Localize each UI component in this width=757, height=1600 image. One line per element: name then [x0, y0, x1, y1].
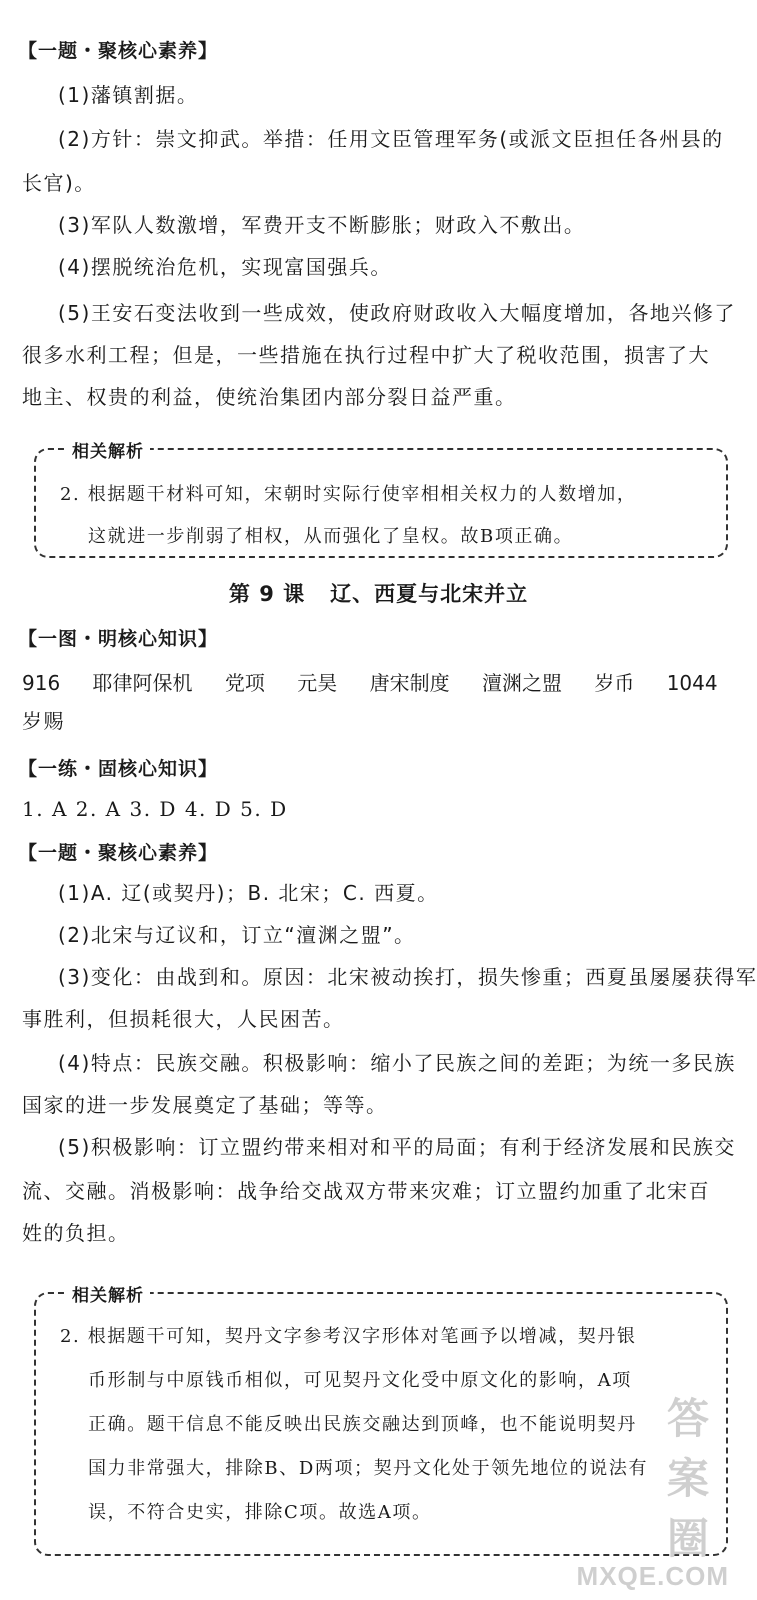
answer-line: (5)积极影响：订立盟约带来相对和平的局面；有利于经济发展和民族交 [58, 1135, 736, 1159]
key-term: 耶律阿保机 [92, 671, 193, 695]
section-heading-2: 【一图・明核心知识】 [18, 628, 219, 650]
analysis-line: 误，不符合史实，排除C项。故选A项。 [88, 1502, 432, 1523]
key-term: 1044 [666, 671, 718, 695]
analysis-box-title: 相关解析 [66, 437, 150, 462]
answer-line: (2)方针：崇文抑武。举措：任用文臣管理军务(或派文臣担任各州县的 [58, 127, 724, 151]
answer-line: (3)军队人数激增，军费开支不断膨胀；财政入不敷出。 [58, 213, 586, 237]
lesson-title: 第 9 课 辽、西夏与北宋并立 [228, 582, 529, 606]
key-term: 党项 [224, 671, 265, 695]
analysis-line: 这就进一步削弱了相权，从而强化了皇权。故B项正确。 [88, 526, 574, 547]
analysis-line: 国力非常强大，排除B、D两项；契丹文化处于领先地位的说法有 [88, 1458, 649, 1479]
key-term: 岁币 [594, 671, 635, 695]
answer-line: (3)变化：由战到和。原因：北宋被动挨打，损失惨重；西夏虽屡屡获得军 [58, 965, 757, 989]
answer-line: (2)北宋与辽议和，订立“澶渊之盟”。 [58, 923, 416, 947]
watermark-domain: MXQE.COM [576, 1561, 729, 1591]
key-term: 唐宋制度 [369, 671, 450, 695]
answer-line: 事胜利，但损耗很大，人民困苦。 [22, 1007, 345, 1031]
section-heading-3: 【一练・固核心知识】 [18, 758, 219, 780]
answer-line: (1)A. 辽(或契丹)；B. 北宋；C. 西夏。 [58, 881, 439, 905]
analysis-line: 2. 根据题干可知，契丹文字参考汉字形体对笔画予以增减，契丹银 [60, 1326, 637, 1347]
analysis-box-title: 相关解析 [66, 1281, 150, 1306]
answer-line: 很多水利工程；但是，一些措施在执行过程中扩大了税收范围，损害了大 [22, 343, 710, 367]
key-term: 元昊 [297, 671, 338, 695]
key-term: 澶渊之盟 [481, 671, 562, 695]
answer-line: (4)摆脱统治危机，实现富国强兵。 [58, 255, 392, 279]
key-term: 916 [22, 671, 61, 695]
answer-key: 1. A 2. A 3. D 4. D 5. D [22, 797, 288, 821]
analysis-line: 2. 根据题干材料可知，宋朝时实际行使宰相相关权力的人数增加， [60, 484, 637, 505]
analysis-line: 正确。题干信息不能反映出民族交融达到顶峰，也不能说明契丹 [88, 1414, 637, 1435]
answer-line: (4)特点：民族交融。积极影响：缩小了民族之间的差距；为统一多民族 [58, 1051, 736, 1075]
analysis-box-1 [34, 442, 728, 558]
key-term: 岁赐 [22, 709, 65, 733]
answer-line: 长官)。 [22, 171, 96, 195]
answer-line: (1)藩镇割据。 [58, 83, 199, 107]
answer-line: 国家的进一步发展奠定了基础；等等。 [22, 1093, 388, 1117]
section-heading-1: 【一题・聚核心素养】 [18, 40, 219, 62]
answer-line: (5)王安石变法收到一些成效，使政府财政收入大幅度增加，各地兴修了 [58, 301, 736, 325]
section-heading-4: 【一题・聚核心素养】 [18, 842, 219, 864]
analysis-line: 币形制与中原钱币相似，可见契丹文化受中原文化的影响，A项 [88, 1370, 632, 1391]
answer-line: 流、交融。消极影响：战争给交战双方带来灾难；订立盟约加重了北宋百 [22, 1179, 710, 1203]
answer-line: 姓的负担。 [22, 1221, 130, 1245]
key-terms-row [22, 667, 718, 696]
analysis-box-2 [34, 1286, 728, 1556]
watermark-logo-text: 答案圈 [666, 1394, 711, 1563]
answer-line: 地主、权贵的利益，使统治集团内部分裂日益严重。 [22, 385, 517, 409]
